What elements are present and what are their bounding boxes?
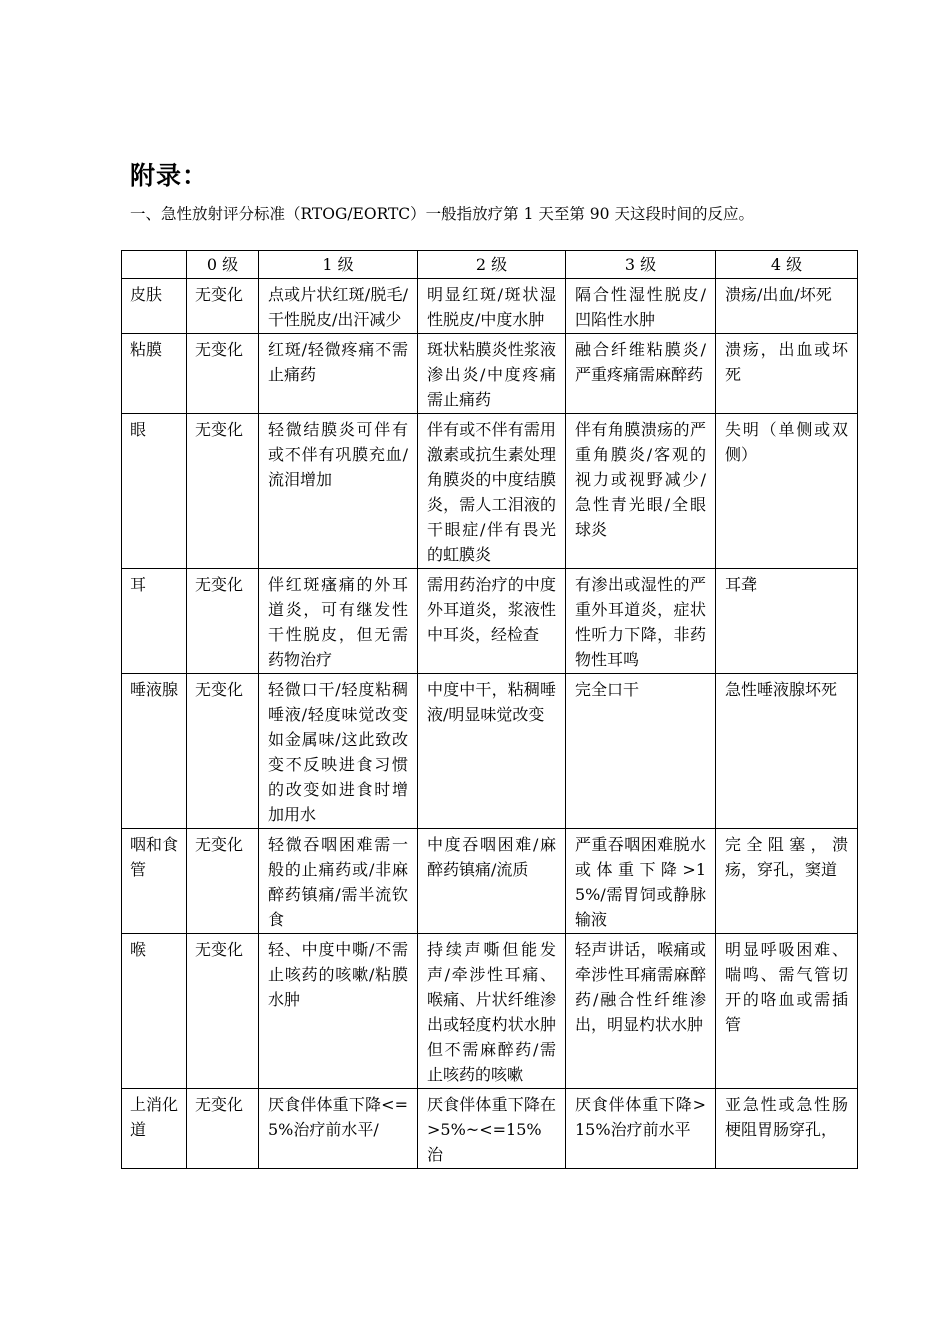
grade-0-cell: 无变化 bbox=[187, 414, 259, 569]
table-row bbox=[122, 934, 858, 1089]
grade-2-cell: 厌食伴体重下降在>5%~<=15%治 bbox=[418, 1089, 566, 1169]
grade-3-cell: 隔合性湿性脱皮/凹陷性水肿 bbox=[566, 279, 716, 334]
grade-4-cell: 失明（单侧或双侧） bbox=[716, 414, 858, 569]
table-row bbox=[122, 334, 858, 414]
grade-4-cell: 溃疡，出血或坏死 bbox=[716, 334, 858, 414]
grade-4-cell: 亚急性或急性肠梗阻胃肠穿孔， bbox=[716, 1089, 858, 1169]
grade-0-cell: 无变化 bbox=[187, 569, 259, 674]
grade-2-cell: 斑状粘膜炎性浆液渗出炎/中度疼痛需止痛药 bbox=[418, 334, 566, 414]
table-row bbox=[122, 829, 858, 934]
grade-2-cell: 伴有或不伴有需用激素或抗生素处理角膜炎的中度结膜炎，需人工泪液的干眼症/伴有畏光的虹膜炎 bbox=[418, 414, 566, 569]
grade-3-cell: 轻声讲话，喉痛或牵涉性耳痛需麻醉药/融合性纤维渗出，明显杓状水肿 bbox=[566, 934, 716, 1089]
grade-0-cell: 无变化 bbox=[187, 829, 259, 934]
organ-cell: 喉 bbox=[122, 934, 187, 1089]
grade-3-cell: 厌食伴体重下降>15%治疗前水平 bbox=[566, 1089, 716, 1169]
organ-cell: 上消化道 bbox=[122, 1089, 187, 1169]
organ-cell: 眼 bbox=[122, 414, 187, 569]
grade-0-cell: 无变化 bbox=[187, 334, 259, 414]
organ-cell: 唾液腺 bbox=[122, 674, 187, 829]
grade-1-cell: 红斑/轻微疼痛不需止痛药 bbox=[259, 334, 418, 414]
grade-3-cell: 有渗出或湿性的严重外耳道炎，症状性听力下降，非药物性耳鸣 bbox=[566, 569, 716, 674]
table-row bbox=[122, 279, 858, 334]
grade-3-cell: 伴有角膜溃疡的严重角膜炎/客观的视力或视野减少/急性青光眼/全眼球炎 bbox=[566, 414, 716, 569]
grade-4-cell: 溃疡/出血/坏死 bbox=[716, 279, 858, 334]
table-row bbox=[122, 569, 858, 674]
grade-1-cell: 轻微结膜炎可伴有或不伴有巩膜充血/流泪增加 bbox=[259, 414, 418, 569]
grade-2-cell: 中度中干，粘稠唾液/明显味觉改变 bbox=[418, 674, 566, 829]
organ-cell: 粘膜 bbox=[122, 334, 187, 414]
organ-cell: 皮肤 bbox=[122, 279, 187, 334]
header-cell-grade-4: 4 级 bbox=[716, 251, 858, 279]
grade-1-cell: 点或片状红斑/脱毛/干性脱皮/出汗减少 bbox=[259, 279, 418, 334]
grade-1-cell: 厌食伴体重下降<=5%治疗前水平/ bbox=[259, 1089, 418, 1169]
grade-0-cell: 无变化 bbox=[187, 674, 259, 829]
grade-1-cell: 伴红斑瘙痛的外耳道炎，可有继发性干性脱皮，但无需药物治疗 bbox=[259, 569, 418, 674]
header-cell-grade-2: 2 级 bbox=[418, 251, 566, 279]
grade-0-cell: 无变化 bbox=[187, 934, 259, 1089]
grade-4-cell: 完全阻塞，溃疡，穿孔，窦道 bbox=[716, 829, 858, 934]
grade-2-cell: 需用药治疗的中度外耳道炎，浆液性中耳炎，经检查 bbox=[418, 569, 566, 674]
header-cell-grade-1: 1 级 bbox=[259, 251, 418, 279]
header-cell-grade-3: 3 级 bbox=[566, 251, 716, 279]
grade-3-cell: 严重吞咽困难脱水或体重下降>15%/需胃饲或静脉输液 bbox=[566, 829, 716, 934]
grade-1-cell: 轻、中度中嘶/不需止咳药的咳嗽/粘膜水肿 bbox=[259, 934, 418, 1089]
page-title: 附录： bbox=[130, 161, 209, 190]
table-row bbox=[122, 414, 858, 569]
grade-1-cell: 轻微吞咽困难需一般的止痛药或/非麻醉药镇痛/需半流钦食 bbox=[259, 829, 418, 934]
grade-4-cell: 耳聋 bbox=[716, 569, 858, 674]
grade-0-cell: 无变化 bbox=[187, 1089, 259, 1169]
grade-4-cell: 明显呼吸困难、喘鸣、需气管切开的咯血或需插管 bbox=[716, 934, 858, 1089]
grade-3-cell: 完全口干 bbox=[566, 674, 716, 829]
table-header-row bbox=[122, 251, 858, 279]
table-row bbox=[122, 674, 858, 829]
grade-4-cell: 急性唾液腺坏死 bbox=[716, 674, 858, 829]
table-row bbox=[122, 1089, 858, 1169]
grade-3-cell: 融合纤维粘膜炎/严重疼痛需麻醉药 bbox=[566, 334, 716, 414]
header-cell-organ bbox=[122, 251, 187, 279]
header-cell-grade-0: 0 级 bbox=[187, 251, 259, 279]
organ-cell: 耳 bbox=[122, 569, 187, 674]
organ-cell: 咽和食管 bbox=[122, 829, 187, 934]
grade-1-cell: 轻微口干/轻度粘稠唾液/轻度味觉改变如金属味/这此致改变不反映进食习惯的改变如进食时增加用水 bbox=[259, 674, 418, 829]
rtog-grading-table bbox=[121, 250, 858, 1169]
grade-2-cell: 持续声嘶但能发声/牵涉性耳痛、喉痛、片状纤维渗出或轻度杓状水肿但不需麻醉药/需止咳药的咳嗽 bbox=[418, 934, 566, 1089]
intro-paragraph: 一、急性放射评分标准（RTOG/EORTC）一般指放疗第 1 天至第 90 天这段时间的反应。 bbox=[130, 205, 754, 223]
grade-2-cell: 明显红斑/斑状湿性脱皮/中度水肿 bbox=[418, 279, 566, 334]
grade-0-cell: 无变化 bbox=[187, 279, 259, 334]
grade-2-cell: 中度吞咽困难/麻醉药镇痛/流质 bbox=[418, 829, 566, 934]
